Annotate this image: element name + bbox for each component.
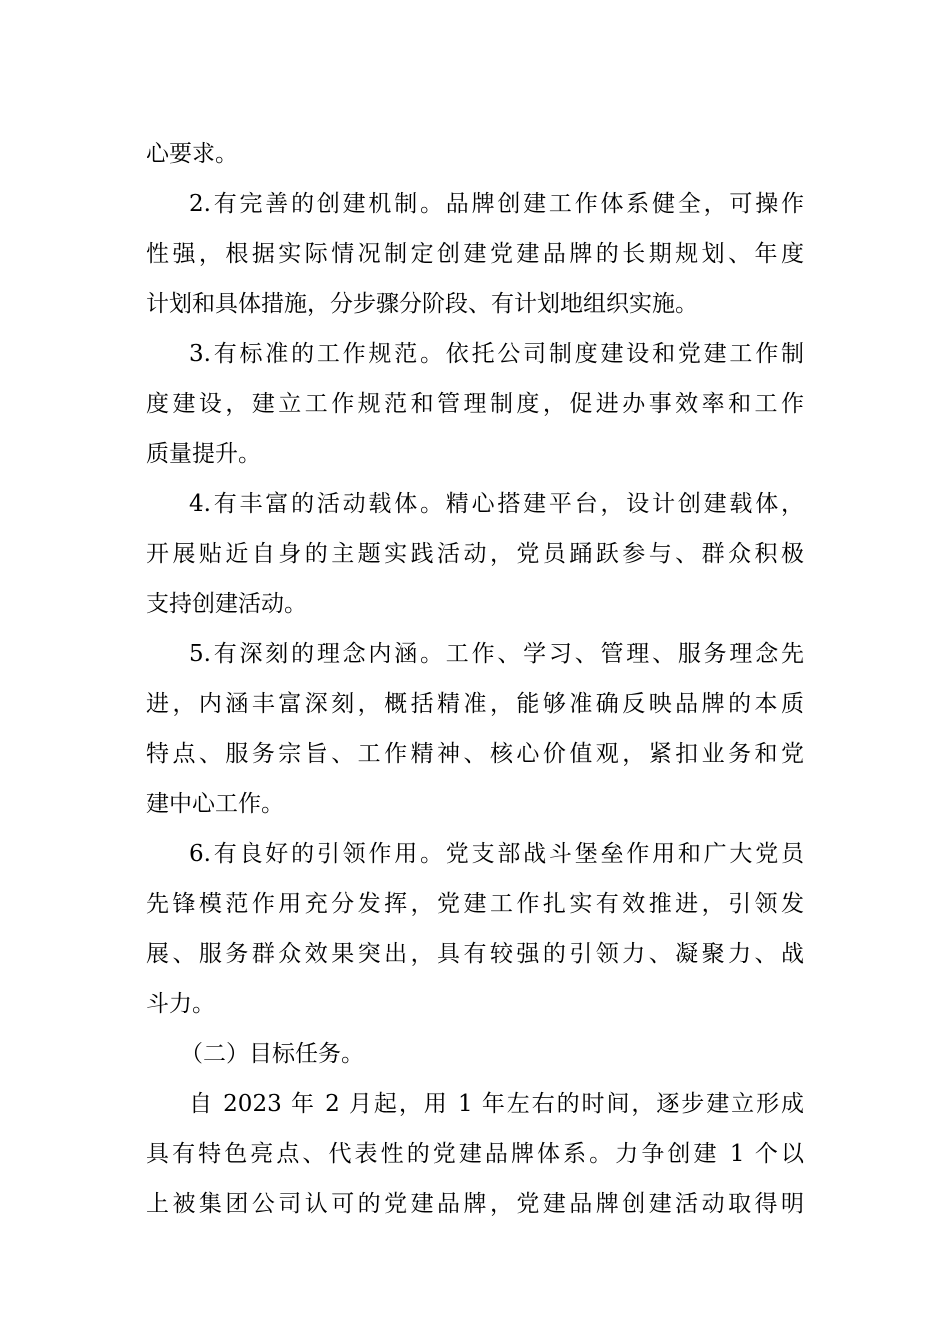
text-line: 计划和具体措施，分步骤分阶段、有计划地组织实施。 — [146, 291, 698, 317]
text-line: 心要求。 — [146, 141, 238, 167]
text-line: 开展贴近自身的主题实践活动，党员踊跃参与、群众积极 — [146, 541, 804, 567]
text-line: 性强，根据实际情况制定创建党建品牌的长期规划、年度 — [146, 241, 804, 267]
section-heading: （二）目标任务。 — [180, 1041, 364, 1067]
paragraph-2-heading-line: 2.有完善的创建机制。品牌创建工作体系健全，可操作 — [189, 191, 804, 217]
text-line: 支持创建活动。 — [146, 591, 307, 617]
text-line: 度建设，建立工作规范和管理制度，促进办事效率和工作 — [146, 391, 804, 417]
text-line: 先锋模范作用充分发挥，党建工作扎实有效推进，引领发 — [146, 891, 804, 917]
paragraph-5-heading-line: 5.有深刻的理念内涵。工作、学习、管理、服务理念先 — [189, 641, 804, 667]
paragraph-4-heading-line: 4.有丰富的活动载体。精心搭建平台，设计创建载体， — [189, 491, 804, 517]
text-line: 质量提升。 — [146, 441, 261, 467]
text-line: 特点、服务宗旨、工作精神、核心价值观，紧扣业务和党 — [146, 741, 804, 767]
text-line: 斗力。 — [146, 991, 215, 1017]
text-line: 自 2023 年 2 月起，用 1 年左右的时间，逐步建立形成 — [189, 1091, 804, 1117]
text-line: 上被集团公司认可的党建品牌，党建品牌创建活动取得明 — [146, 1191, 804, 1217]
text-line: 进，内涵丰富深刻，概括精准，能够准确反映品牌的本质 — [146, 691, 804, 717]
text-line: 展、服务群众效果突出，具有较强的引领力、凝聚力、战 — [146, 941, 804, 967]
paragraph-3-heading-line: 3.有标准的工作规范。依托公司制度建设和党建工作制 — [189, 341, 804, 367]
text-line: 具有特色亮点、代表性的党建品牌体系。力争创建 1 个以 — [146, 1141, 804, 1167]
text-line: 建中心工作。 — [146, 791, 284, 817]
paragraph-6-heading-line: 6.有良好的引领作用。党支部战斗堡垒作用和广大党员 — [189, 841, 804, 867]
